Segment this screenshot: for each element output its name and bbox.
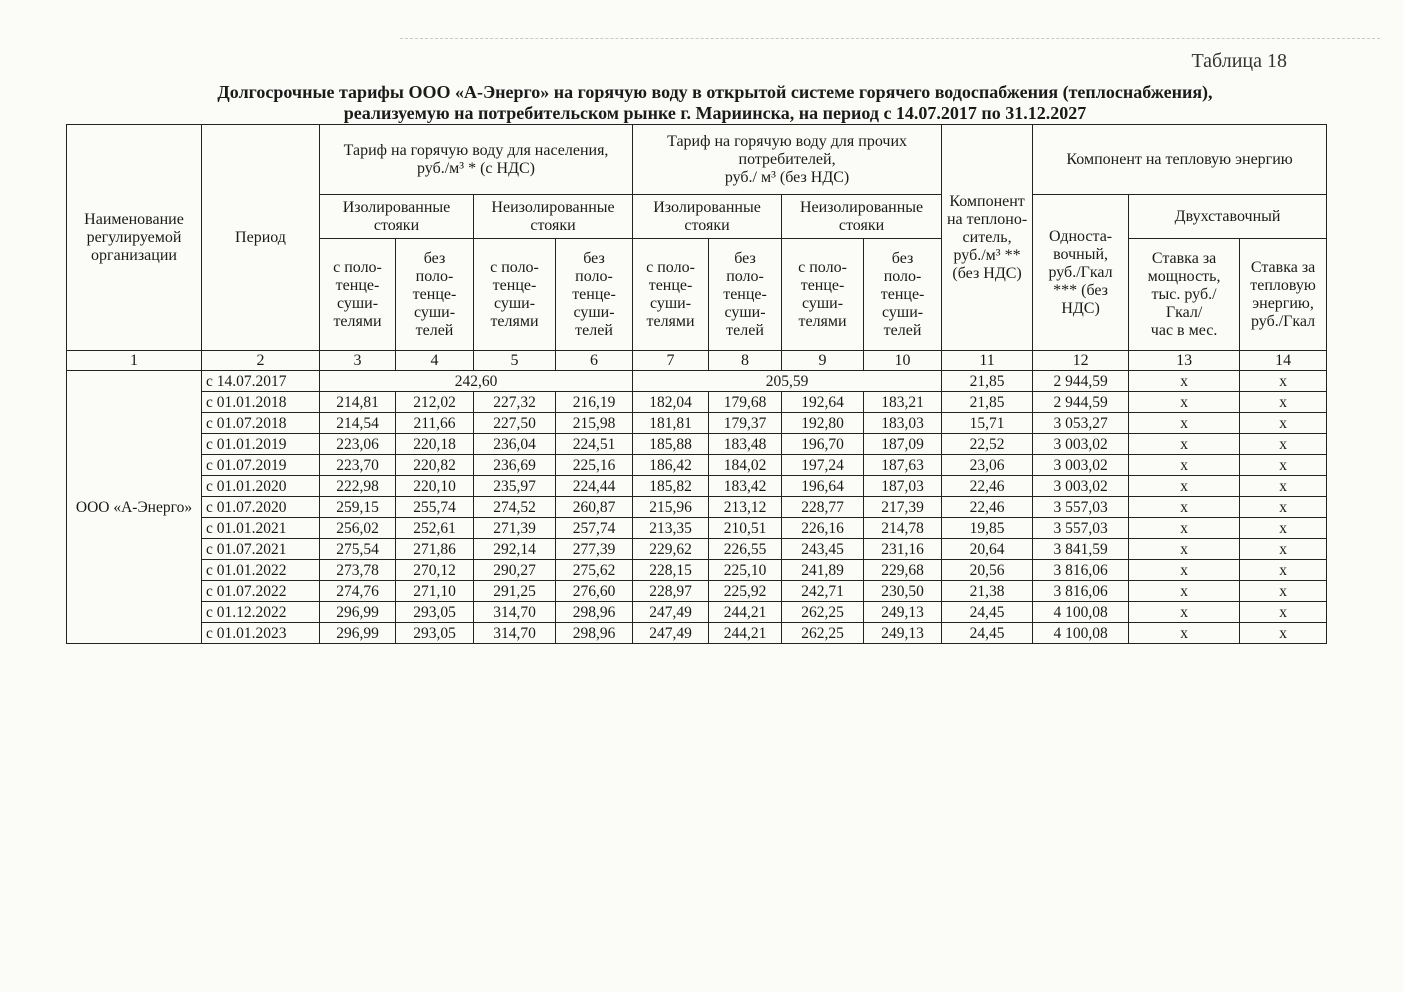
column-number: 6 [556, 351, 633, 371]
pop-nonins-dryers-cell: 227,50 [474, 413, 556, 434]
period-cell: с 01.01.2022 [202, 560, 320, 581]
header-without-dryers: без поло- тенце- суши- телей [556, 239, 633, 351]
oth-ins-nodryers-cell: 184,02 [709, 455, 782, 476]
pop-ins-dryers-cell: 223,70 [320, 455, 396, 476]
header-population-tariff: Тариф на горячую воду для населения, руб./м³ * (с НДС) [320, 125, 633, 195]
oth-ins-dryers-cell: 181,81 [633, 413, 709, 434]
header-two-rate: Двухставочный [1129, 195, 1327, 239]
oth-nonins-nodryers-cell: 249,13 [864, 623, 942, 644]
single-rate-cell: 3 003,02 [1033, 455, 1129, 476]
oth-nonins-dryers-cell: 262,25 [782, 602, 864, 623]
capacity-rate-cell: х [1129, 392, 1240, 413]
single-rate-cell: 3 816,06 [1033, 581, 1129, 602]
coolant-cell: 21,38 [942, 581, 1033, 602]
oth-ins-dryers-cell: 185,88 [633, 434, 709, 455]
others-tariff-cell: 205,59 [633, 371, 942, 392]
oth-ins-dryers-cell: 228,97 [633, 581, 709, 602]
table-row [67, 602, 1327, 623]
oth-nonins-dryers-cell: 226,16 [782, 518, 864, 539]
capacity-rate-cell: х [1129, 476, 1240, 497]
oth-ins-nodryers-cell: 213,12 [709, 497, 782, 518]
capacity-rate-cell: х [1129, 518, 1240, 539]
column-number: 1 [67, 351, 202, 371]
pop-ins-dryers-cell: 256,02 [320, 518, 396, 539]
column-number: 4 [396, 351, 474, 371]
header-without-dryers: без поло- тенце- суши- телей [709, 239, 782, 351]
pop-ins-dryers-cell: 275,54 [320, 539, 396, 560]
oth-ins-nodryers-cell: 210,51 [709, 518, 782, 539]
single-rate-cell: 3 053,27 [1033, 413, 1129, 434]
energy-rate-cell: х [1240, 413, 1327, 434]
energy-rate-cell: х [1240, 602, 1327, 623]
oth-nonins-dryers-cell: 197,24 [782, 455, 864, 476]
pop-ins-dryers-cell: 222,98 [320, 476, 396, 497]
header-energy-rate: Ставка за тепловую энергию, руб./Гкал [1240, 239, 1327, 351]
capacity-rate-cell: х [1129, 623, 1240, 644]
single-rate-cell: 4 100,08 [1033, 623, 1129, 644]
table-row [67, 539, 1327, 560]
pop-nonins-nodryers-cell: 224,44 [556, 476, 633, 497]
oth-nonins-dryers-cell: 241,89 [782, 560, 864, 581]
period-cell: с 01.07.2022 [202, 581, 320, 602]
pop-nonins-nodryers-cell: 216,19 [556, 392, 633, 413]
table-row [67, 476, 1327, 497]
period-cell: с 01.01.2021 [202, 518, 320, 539]
oth-ins-dryers-cell: 186,42 [633, 455, 709, 476]
period-cell: с 01.01.2019 [202, 434, 320, 455]
period-cell: с 01.07.2019 [202, 455, 320, 476]
pop-ins-dryers-cell: 296,99 [320, 623, 396, 644]
population-tariff-cell: 242,60 [320, 371, 633, 392]
coolant-cell: 15,71 [942, 413, 1033, 434]
capacity-rate-cell: х [1129, 371, 1240, 392]
period-cell: с 01.07.2020 [202, 497, 320, 518]
oth-nonins-nodryers-cell: 231,16 [864, 539, 942, 560]
pop-nonins-nodryers-cell: 257,74 [556, 518, 633, 539]
table-row [67, 392, 1327, 413]
pop-ins-nodryers-cell: 293,05 [396, 623, 474, 644]
oth-nonins-nodryers-cell: 217,39 [864, 497, 942, 518]
oth-ins-nodryers-cell: 225,10 [709, 560, 782, 581]
oth-ins-nodryers-cell: 179,37 [709, 413, 782, 434]
pop-nonins-dryers-cell: 235,97 [474, 476, 556, 497]
oth-ins-dryers-cell: 228,15 [633, 560, 709, 581]
oth-nonins-nodryers-cell: 183,21 [864, 392, 942, 413]
oth-nonins-dryers-cell: 242,71 [782, 581, 864, 602]
energy-rate-cell: х [1240, 476, 1327, 497]
pop-ins-nodryers-cell: 212,02 [396, 392, 474, 413]
header-with-dryers: с поло- тенце- суши- телями [320, 239, 396, 351]
oth-nonins-nodryers-cell: 214,78 [864, 518, 942, 539]
table-row [67, 434, 1327, 455]
header-period: Период [202, 125, 320, 351]
title-line-1: Долгосрочные тарифы ООО «А-Энерго» на горячую воду в открытой системе горячего водоспабжения (теплоснабжения), [217, 82, 1213, 102]
single-rate-cell: 3 816,06 [1033, 560, 1129, 581]
column-number: 3 [320, 351, 396, 371]
pop-ins-dryers-cell: 223,06 [320, 434, 396, 455]
oth-nonins-dryers-cell: 192,64 [782, 392, 864, 413]
period-cell: с 01.01.2023 [202, 623, 320, 644]
oth-nonins-dryers-cell: 192,80 [782, 413, 864, 434]
period-cell: с 01.12.2022 [202, 602, 320, 623]
pop-nonins-dryers-cell: 236,04 [474, 434, 556, 455]
capacity-rate-cell: х [1129, 581, 1240, 602]
coolant-cell: 20,64 [942, 539, 1033, 560]
energy-rate-cell: х [1240, 434, 1327, 455]
table-row [67, 371, 1327, 392]
period-cell: с 01.01.2020 [202, 476, 320, 497]
capacity-rate-cell: х [1129, 413, 1240, 434]
oth-nonins-nodryers-cell: 187,63 [864, 455, 942, 476]
tariff-table-body [67, 351, 1327, 644]
column-number: 2 [202, 351, 320, 371]
header-capacity-rate: Ставка за мощность, тыс. руб./ Гкал/ час в мес. [1129, 239, 1240, 351]
pop-ins-nodryers-cell: 293,05 [396, 602, 474, 623]
header-coolant-component: Компонент на теплоно- ситель, руб./м³ ** (без НДС) [942, 125, 1033, 351]
energy-rate-cell: х [1240, 455, 1327, 476]
pop-ins-nodryers-cell: 270,12 [396, 560, 474, 581]
energy-rate-cell: х [1240, 392, 1327, 413]
column-number: 14 [1240, 351, 1327, 371]
energy-rate-cell: х [1240, 518, 1327, 539]
column-number: 5 [474, 351, 556, 371]
pop-nonins-dryers-cell: 227,32 [474, 392, 556, 413]
pop-nonins-dryers-cell: 274,52 [474, 497, 556, 518]
table-row [67, 560, 1327, 581]
oth-nonins-dryers-cell: 243,45 [782, 539, 864, 560]
single-rate-cell: 3 841,59 [1033, 539, 1129, 560]
pop-ins-dryers-cell: 296,99 [320, 602, 396, 623]
oth-nonins-nodryers-cell: 230,50 [864, 581, 942, 602]
capacity-rate-cell: х [1129, 539, 1240, 560]
header-without-dryers: без поло- тенце- суши- телей [864, 239, 942, 351]
capacity-rate-cell: х [1129, 455, 1240, 476]
single-rate-cell: 3 003,02 [1033, 476, 1129, 497]
tariff-table-container [66, 124, 1326, 644]
pop-ins-nodryers-cell: 211,66 [396, 413, 474, 434]
oth-ins-nodryers-cell: 225,92 [709, 581, 782, 602]
energy-rate-cell: х [1240, 371, 1327, 392]
capacity-rate-cell: х [1129, 497, 1240, 518]
pop-nonins-dryers-cell: 291,25 [474, 581, 556, 602]
single-rate-cell: 3 557,03 [1033, 497, 1129, 518]
oth-nonins-nodryers-cell: 183,03 [864, 413, 942, 434]
pop-ins-nodryers-cell: 271,10 [396, 581, 474, 602]
oth-ins-dryers-cell: 247,49 [633, 623, 709, 644]
header-heat-component: Компонент на тепловую энергию [1033, 125, 1327, 195]
pop-nonins-nodryers-cell: 277,39 [556, 539, 633, 560]
column-number: 13 [1129, 351, 1240, 371]
period-cell: с 01.01.2018 [202, 392, 320, 413]
oth-ins-dryers-cell: 213,35 [633, 518, 709, 539]
table-row [67, 455, 1327, 476]
pop-nonins-dryers-cell: 292,14 [474, 539, 556, 560]
header-single-rate: Односта- вочный, руб./Гкал *** (без НДС) [1033, 195, 1129, 351]
column-number-row [67, 351, 1327, 371]
single-rate-cell: 2 944,59 [1033, 371, 1129, 392]
pop-nonins-nodryers-cell: 215,98 [556, 413, 633, 434]
coolant-cell: 20,56 [942, 560, 1033, 581]
pop-nonins-dryers-cell: 271,39 [474, 518, 556, 539]
coolant-cell: 23,06 [942, 455, 1033, 476]
capacity-rate-cell: х [1129, 602, 1240, 623]
single-rate-cell: 2 944,59 [1033, 392, 1129, 413]
pop-nonins-nodryers-cell: 298,96 [556, 602, 633, 623]
pop-nonins-nodryers-cell: 225,16 [556, 455, 633, 476]
title-line-2: реализуемую на потребительском рынке г. Мариинска, на период с 14.07.2017 по 31.12.2027 [343, 103, 1087, 123]
oth-ins-dryers-cell: 182,04 [633, 392, 709, 413]
organization-name: ООО «А-Энерго» [67, 371, 202, 644]
oth-nonins-dryers-cell: 196,70 [782, 434, 864, 455]
energy-rate-cell: х [1240, 581, 1327, 602]
pop-ins-nodryers-cell: 255,74 [396, 497, 474, 518]
pop-ins-nodryers-cell: 252,61 [396, 518, 474, 539]
pop-nonins-nodryers-cell: 275,62 [556, 560, 633, 581]
oth-nonins-dryers-cell: 228,77 [782, 497, 864, 518]
pop-nonins-nodryers-cell: 260,87 [556, 497, 633, 518]
coolant-cell: 21,85 [942, 392, 1033, 413]
pop-ins-nodryers-cell: 220,10 [396, 476, 474, 497]
oth-ins-dryers-cell: 229,62 [633, 539, 709, 560]
pop-ins-dryers-cell: 259,15 [320, 497, 396, 518]
column-number: 7 [633, 351, 709, 371]
oth-ins-nodryers-cell: 183,48 [709, 434, 782, 455]
pop-ins-dryers-cell: 274,76 [320, 581, 396, 602]
pop-ins-dryers-cell: 214,54 [320, 413, 396, 434]
table-row [67, 497, 1327, 518]
table-number: Таблица 18 [1191, 50, 1287, 72]
capacity-rate-cell: х [1129, 560, 1240, 581]
oth-nonins-dryers-cell: 196,64 [782, 476, 864, 497]
coolant-cell: 22,46 [942, 497, 1033, 518]
pop-nonins-dryers-cell: 314,70 [474, 623, 556, 644]
oth-nonins-dryers-cell: 262,25 [782, 623, 864, 644]
energy-rate-cell: х [1240, 623, 1327, 644]
oth-nonins-nodryers-cell: 249,13 [864, 602, 942, 623]
pop-nonins-nodryers-cell: 276,60 [556, 581, 633, 602]
pop-nonins-dryers-cell: 290,27 [474, 560, 556, 581]
header-others-tariff: Тариф на горячую воду для прочих потребителей, руб./ м³ (без НДС) [633, 125, 942, 195]
header-without-dryers: без поло- тенце- суши- телей [396, 239, 474, 351]
coolant-cell: 22,52 [942, 434, 1033, 455]
header-pop-noninsulated: Неизолированные стояки [474, 195, 633, 239]
single-rate-cell: 3 003,02 [1033, 434, 1129, 455]
header-organization: Наименование регулируемой организации [67, 125, 202, 351]
header-with-dryers: с поло- тенце- суши- телями [474, 239, 556, 351]
coolant-cell: 19,85 [942, 518, 1033, 539]
column-number: 12 [1033, 351, 1129, 371]
column-number: 9 [782, 351, 864, 371]
header-pop-insulated: Изолированные стояки [320, 195, 474, 239]
pop-ins-dryers-cell: 214,81 [320, 392, 396, 413]
oth-ins-nodryers-cell: 244,21 [709, 623, 782, 644]
table-row [67, 581, 1327, 602]
oth-nonins-nodryers-cell: 229,68 [864, 560, 942, 581]
table-row [67, 518, 1327, 539]
period-cell: с 14.07.2017 [202, 371, 320, 392]
oth-ins-nodryers-cell: 183,42 [709, 476, 782, 497]
oth-nonins-nodryers-cell: 187,09 [864, 434, 942, 455]
oth-ins-nodryers-cell: 226,55 [709, 539, 782, 560]
single-rate-cell: 3 557,03 [1033, 518, 1129, 539]
pop-nonins-nodryers-cell: 298,96 [556, 623, 633, 644]
oth-ins-dryers-cell: 215,96 [633, 497, 709, 518]
table-row [67, 413, 1327, 434]
oth-ins-dryers-cell: 185,82 [633, 476, 709, 497]
pop-nonins-dryers-cell: 236,69 [474, 455, 556, 476]
oth-nonins-nodryers-cell: 187,03 [864, 476, 942, 497]
column-number: 10 [864, 351, 942, 371]
capacity-rate-cell: х [1129, 434, 1240, 455]
coolant-cell: 21,85 [942, 371, 1033, 392]
column-number: 11 [942, 351, 1033, 371]
energy-rate-cell: х [1240, 539, 1327, 560]
coolant-cell: 24,45 [942, 623, 1033, 644]
header-oth-noninsulated: Неизолированные стояки [782, 195, 942, 239]
column-number: 8 [709, 351, 782, 371]
period-cell: с 01.07.2021 [202, 539, 320, 560]
scan-artifact-line [400, 38, 1380, 39]
energy-rate-cell: х [1240, 560, 1327, 581]
tariff-table [66, 124, 1327, 644]
energy-rate-cell: х [1240, 497, 1327, 518]
header-oth-insulated: Изолированные стояки [633, 195, 782, 239]
oth-ins-dryers-cell: 247,49 [633, 602, 709, 623]
single-rate-cell: 4 100,08 [1033, 602, 1129, 623]
period-cell: с 01.07.2018 [202, 413, 320, 434]
pop-ins-nodryers-cell: 220,82 [396, 455, 474, 476]
header-with-dryers: с поло- тенце- суши- телями [633, 239, 709, 351]
pop-nonins-dryers-cell: 314,70 [474, 602, 556, 623]
coolant-cell: 22,46 [942, 476, 1033, 497]
document-title [100, 82, 1330, 124]
oth-ins-nodryers-cell: 244,21 [709, 602, 782, 623]
oth-ins-nodryers-cell: 179,68 [709, 392, 782, 413]
pop-ins-nodryers-cell: 271,86 [396, 539, 474, 560]
table-row [67, 623, 1327, 644]
pop-ins-dryers-cell: 273,78 [320, 560, 396, 581]
pop-nonins-nodryers-cell: 224,51 [556, 434, 633, 455]
header-with-dryers: с поло- тенце- суши- телями [782, 239, 864, 351]
coolant-cell: 24,45 [942, 602, 1033, 623]
pop-ins-nodryers-cell: 220,18 [396, 434, 474, 455]
